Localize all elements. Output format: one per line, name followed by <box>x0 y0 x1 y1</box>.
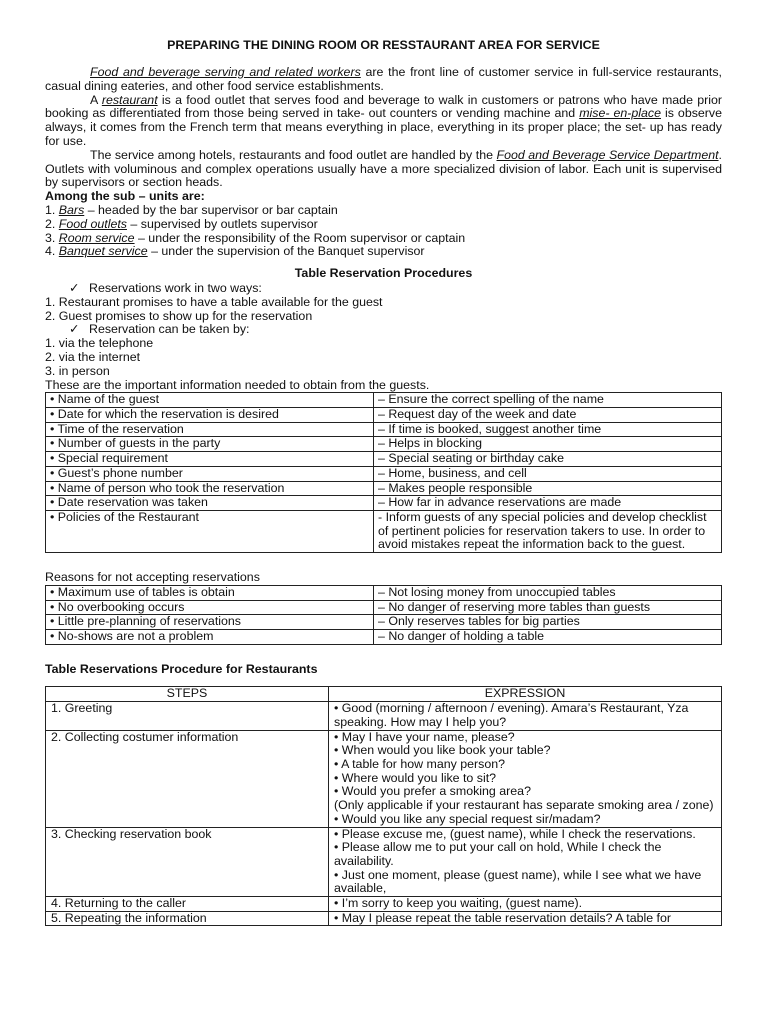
expression-cell <box>329 827 722 897</box>
intro-paragraph-2: A restaurant is a food outlet that serves food and beverage to walk in customers or patrons who have made prior booking as differentiated from those being served in take- out counters or vending machine and mise- en-place is observe always, it comes from the French term that means everything in place, everything in its proper place; the set- up has ready for use. <box>45 92 723 148</box>
table-row <box>46 452 722 467</box>
table-cell: – Only reserves tables for big parties <box>374 615 722 630</box>
checkmark-icon: ✓ <box>69 322 80 337</box>
table-row <box>46 702 722 730</box>
expression-cell <box>329 897 722 912</box>
table-cell: - Inform guests of any special policies and develop checklist of pertinent policies for reservation takers to use. In order to avoid mistakes repeat the information back to the guest. <box>374 510 722 552</box>
sub-unit-name: Food outlets <box>58 216 127 231</box>
table-row <box>46 585 722 600</box>
step-cell: 2. Collecting costumer information <box>46 730 329 827</box>
table-row <box>46 437 722 452</box>
expression-line: • Where would you like to sit? <box>334 770 497 785</box>
table-cell: • No-shows are not a problem <box>46 629 374 644</box>
check-item-ways: ✓ Reservations work in two ways: <box>69 280 262 295</box>
expression-line: • May I have your name, please? <box>334 729 515 744</box>
table-row <box>46 393 722 408</box>
intro-paragraph-3: The service among hotels, restaurants and food outlet are handled by the Food and Beverage Service Department. Outlets with voluminous and complex operations usually have a more specialized division of labor. Each unit is supervised by supervisors or section heads. <box>45 147 722 190</box>
sub-unit-name: Room service <box>58 230 135 245</box>
sub-units-heading: Among the sub – units are: <box>45 189 205 204</box>
table-row <box>46 408 722 423</box>
way-item: 1. Restaurant promises to have a table available for the guest <box>45 294 383 309</box>
table-row <box>46 600 722 615</box>
sub-unit-item: 4. Banquet service – under the supervision of the Banquet supervisor <box>45 244 425 259</box>
intro-link-mise-en-place: mise- en-place <box>579 106 661 121</box>
method-item: 2. via the internet <box>45 349 141 364</box>
expression-line: • Just one moment, please (guest name), while I see what we have <box>334 867 702 882</box>
expression-line: • Please excuse me, (guest name), while I check the reservations. <box>334 826 696 841</box>
column-header-expression: EXPRESSION <box>329 687 722 702</box>
table-cell: • No overbooking occurs <box>46 600 374 615</box>
intro-link-restaurant: restaurant <box>101 92 158 107</box>
procedure-table <box>45 686 722 926</box>
expression-line: • Would you prefer a smoking area? <box>334 784 531 799</box>
expression-line: • Good (morning / afternoon / evening). Amara’s Restaurant, Yza speaking. How may I help you? <box>334 701 689 729</box>
guest-info-table <box>45 392 722 553</box>
expression-line: • I’m sorry to keep you waiting, (guest name). <box>334 896 583 911</box>
table-cell: • Guest’s phone number <box>46 466 374 481</box>
table-cell: – Request day of the week and date <box>374 408 722 423</box>
reasons-intro: Reasons for not accepting reservations <box>45 570 260 585</box>
table-cell: • Special requirement <box>46 452 374 467</box>
sub-unit-item: 1. Bars – headed by the bar supervisor or bar captain <box>45 202 338 217</box>
table-cell: • Time of the reservation <box>46 422 374 437</box>
expression-line: • A table for how many person? <box>334 756 506 771</box>
table-cell: • Name of the guest <box>46 393 374 408</box>
ways-list <box>45 296 722 324</box>
expression-cell <box>329 730 722 827</box>
table-cell: – How far in advance reservations are made <box>374 496 722 511</box>
expression-cell <box>329 911 722 926</box>
intro-paragraph-1: Food and beverage serving and related workers are the front line of customer service in full-service restaurants, casual dining eateries, and other food service establishments. <box>45 65 722 93</box>
table-row <box>46 730 722 827</box>
info-intro: These are the important information needed to obtain from the guests. <box>45 377 430 392</box>
table-row <box>46 481 722 496</box>
table-cell: – Ensure the correct spelling of the name <box>374 393 722 408</box>
reasons-table <box>45 585 722 645</box>
expression-line: (Only applicable if your restaurant has separate smoking area / zone) <box>334 798 714 813</box>
expression-line: • When would you like book your table? <box>334 743 551 758</box>
sub-unit-name: Bars <box>58 202 85 217</box>
table-row <box>46 496 722 511</box>
intro-link-workers: Food and beverage serving and related workers <box>90 65 361 79</box>
sub-unit-item: 2. Food outlets – supervised by outlets supervisor <box>45 216 318 231</box>
checkmark-icon: ✓ <box>69 280 80 295</box>
expression-line: • Would you like any special request sir/madam? <box>334 811 601 826</box>
table-cell: • Policies of the Restaurant <box>46 510 374 552</box>
step-cell: 3. Checking reservation book <box>46 827 329 897</box>
step-cell: 5. Repeating the information <box>46 911 329 926</box>
table-cell: – Not losing money from unoccupied tables <box>374 585 722 600</box>
table-cell: – Home, business, and cell <box>374 466 722 481</box>
method-item: 1. via the telephone <box>45 336 154 351</box>
table-cell: • Little pre-planning of reservations <box>46 615 374 630</box>
sub-unit-item: 3. Room service – under the responsibility of the Room supervisor or captain <box>45 230 466 245</box>
table-cell: • Date for which the reservation is desired <box>46 408 374 423</box>
expression-line: • May I please repeat the table reservation details? A table for <box>334 910 672 925</box>
table-cell: – No danger of holding a table <box>374 629 722 644</box>
expression-line: available, <box>334 881 387 896</box>
table-cell: • Date reservation was taken <box>46 496 374 511</box>
table-row <box>46 615 722 630</box>
methods-list <box>45 337 722 378</box>
table-cell: – Helps in blocking <box>374 437 722 452</box>
table-row <box>46 897 722 912</box>
table-row <box>46 911 722 926</box>
reservation-heading: Table Reservation Procedures <box>294 266 473 281</box>
table-row <box>46 510 722 552</box>
table-cell: – Makes people responsible <box>374 481 722 496</box>
sub-units-list <box>45 204 722 259</box>
page-title: PREPARING THE DINING ROOM OR RESSTAURANT AREA FOR SERVICE <box>167 38 600 52</box>
table-cell: • Number of guests in the party <box>46 437 374 452</box>
column-header-steps: STEPS <box>46 687 329 702</box>
table-cell: – If time is booked, suggest another time <box>374 422 722 437</box>
step-cell: 4. Returning to the caller <box>46 897 329 912</box>
procedure-heading: Table Reservations Procedure for Restaurants <box>45 661 318 676</box>
way-item: 2. Guest promises to show up for the reservation <box>45 308 313 323</box>
expression-line: • Please allow me to put your call on hold, While I check the availability. <box>334 840 662 868</box>
table-row <box>46 827 722 897</box>
sub-unit-name: Banquet service <box>58 244 148 259</box>
table-cell: – Special seating or birthday cake <box>374 452 722 467</box>
table-row <box>46 629 722 644</box>
table-cell: • Maximum use of tables is obtain <box>46 585 374 600</box>
table-row <box>46 466 722 481</box>
step-cell: 1. Greeting <box>46 702 329 730</box>
check-item-methods: ✓ Reservation can be taken by: <box>69 322 250 337</box>
table-cell: – No danger of reserving more tables than guests <box>374 600 722 615</box>
method-item: 3. in person <box>45 363 110 378</box>
table-cell: • Name of person who took the reservation <box>46 481 374 496</box>
expression-cell <box>329 702 722 730</box>
table-header-row <box>46 687 722 702</box>
intro-link-fb-department: Food and Beverage Service Department <box>496 147 719 162</box>
table-row <box>46 422 722 437</box>
